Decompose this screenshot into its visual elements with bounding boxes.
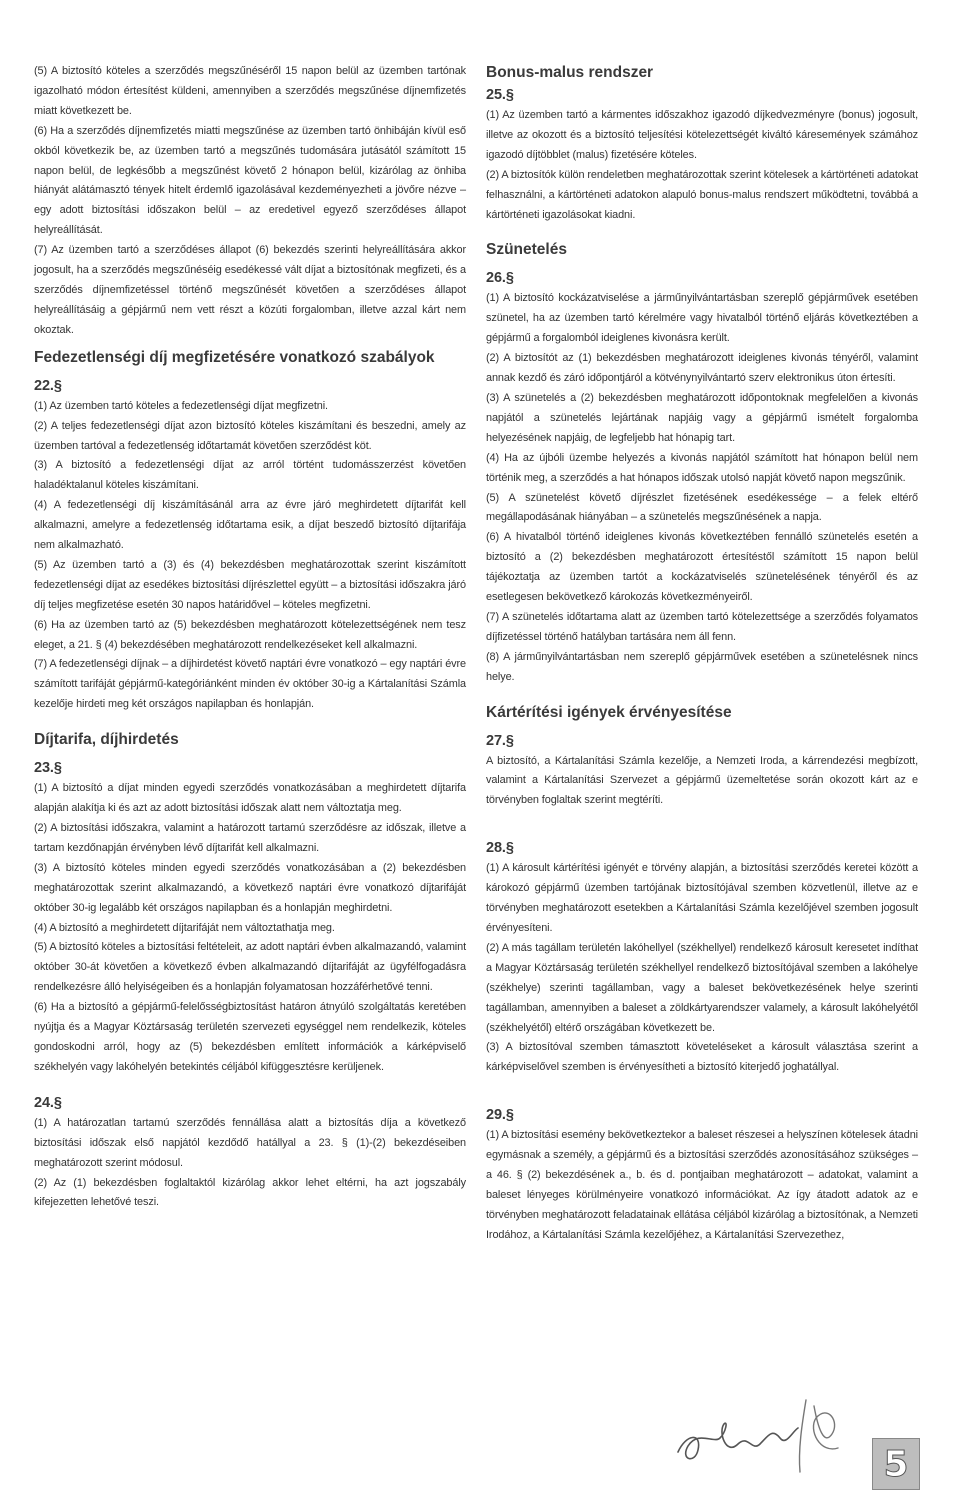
paragraph-25-2: (2) A biztosítók külön rendeletben meghatározottak szerint kötelesek a kártörténeti adatokat felhasználni, a kártörténeti adatokon alapuló bonus-malus rendszert működtetni, továbbá a kártörténeti igazolásokat kiadni. [486, 168, 918, 221]
paragraph-26-2: (2) A biztosítót az (1) bekezdésben meghatározott ideiglenes kivonás tényéről, valamint annak kezdő és záró időpontjáról a kötvénynyilvántartó szerv elektronikus úton értesíti. [486, 352, 918, 385]
paragraph-28-2: (2) A más tagállam területén lakóhellyel (székhellyel) rendelkező károsult keresetet indíthat a Magyar Köztársaság területén székhellyel rendelkező biztosítójával szemben a lakóhelye (székhelye) szerinti tagállamban, vagy a baleset bekövetkezésének helye szerinti tagállamban, amennyiben a baleset a zöldkártyarendszer valamely, a károsult lakóhelyétől (székhelyétől) eltérő országában következett be. [486, 941, 918, 1034]
paragraph-22-3: (3) A biztosító a fedezetlenségi díjat az arról történt tudomásszerzést követően haladéktalanul köteles kiszámítani. [34, 459, 466, 492]
paragraph-23-1: (1) A biztosító a díjat minden egyedi szerződés vonatkozásában a meghirdetett díjtarifa alapján alakítja ki és azt az adott biztosítási időszak alatt nem változtatja meg. [34, 782, 466, 815]
paragraph-27: A biztosító, a Kártalanítási Számla kezelője, a Nemzeti Iroda, a kárrendezési megbízott, valamint a Kártalanítási Szervezet a gépjármű üzemeltetése során okozott kárt az e törvényben foglaltak szerint megtéríti. [486, 754, 918, 807]
paragraph-26-3: (3) A szünetelés a (2) bekezdésben meghatározott időpontoknak megfelelően a kivonás napjától a szünetelés lejártának napjáig vagy a gépjármű ismételt forgalomba helyezésének napjáig, de legfeljebb hat hónapig tart. [486, 391, 918, 444]
paragraph-26-8: (8) A járműnyilvántartásban nem szereplő gépjárművek esetében a szünetelésnek nincs helye. [486, 650, 918, 683]
section-24-title: 24.§ [34, 1094, 62, 1111]
page-number: 5 [883, 1443, 909, 1485]
paragraph-21-5: (5) A biztosító köteles a szerződés megszűnéséről 15 napon belül az üzemben tartónak igazolható módon értesítést küldeni, amennyiben a szerződés megszűnése díjnemfizetés miatt következett be. [34, 65, 466, 117]
section-29-title: 29.§ [486, 1107, 514, 1124]
paragraph-23-3: (3) A biztosító köteles minden egyedi szerződés vonatkozásában a (2) bekezdésben meghatározottak szerint alkalmazandó, a következő naptári évre vonatkozó díjtarifáját október 30-ig legalább két országos napilapban és a honlapján meghirdetni. [34, 861, 466, 914]
paragraph-22-6: (6) Ha az üzemben tartó az (5) bekezdésben meghatározott kötelezettségének nem tesz eleget, a 21. § (4) bekezdésében meghatározott rendelkezéseket kell alkalmazni. [34, 618, 466, 651]
heading-fedezetlensegi-dij: Fedezetlenségi díj megfizetésére vonatkozó szabályok [34, 348, 435, 366]
paragraph-26-7: (7) A szünetelés időtartama alatt az üzemben tartó kötelezettsége a szerződés folyamatos díjfizetéssel történő hatályban tartására nem áll fenn. [486, 610, 918, 643]
paragraph-21-7: (7) Az üzemben tartó a szerződéses állapot (6) bekezdés szerinti helyreállítására akkor jogosult, ha a szerződés megszűnéséig esedékessé vált díjat a biztosítónak megfizeti, és a szerződés díjnemfizetéssel történő megszűnését követően a szerződéses állapot helyreállításáig a gépjármű nem vett részt a közúti forgalomban, illetve azzal kárt nem okoztak. [34, 244, 466, 336]
paragraph-22-7: (7) A fedezetlenségi díjnak – a díjhirdetést követő naptári évre vonatkozó – egy naptári évre számított tarifáját gépjármű-kategóriánként minden év október 30-ig a Kártalanítási Számla kezelője hirdeti meg két országos napilapban és honlapján. [34, 658, 466, 711]
paragraph-26-1: (1) A biztosító kockázatviselése a járműnyilvántartásban szereplő gépjárművek esetében szünetel, ha az üzemben tartó kérelmére vagy hivatalból történő eljárás következtében a gépjármű a forgalomból ideiglenes kivonásra került. [486, 292, 918, 345]
paragraph-24-2: (2) Az (1) bekezdésben foglaltaktól kizárólag akkor lehet eltérni, ha azt jogszabály kifejezetten lehetővé teszi. [34, 1176, 466, 1209]
paragraph-21-6: (6) Ha a szerződés díjnemfizetés miatti megszűnése az üzemben tartó önhibáján kívül eső okból következik be, az üzemben tartó a megszűnés tudomására jutásától számított 15 napon belül, de legkésőbb a megszűnést követő 2 hónapon belül, kizárólag az önhiba hiányát alátámasztó tények hitelt érdemlő igazolásával kezdeményezheti a jövőre nézve – egy adott biztosítási időszakon belül – az eredetivel egyező szerződéses állapot helyreállítását. [34, 124, 466, 237]
heading-bonus-malus: Bonus-malus rendszer [486, 64, 654, 81]
right-column [486, 62, 918, 1246]
paragraph-28-3: (3) A biztosítóval szemben támasztott követeléseket a károsult választása szerint a kárképviselővel szemben is érvényesítheti a biztosító kiterjedő joghatállyal. [486, 1041, 918, 1074]
section-26-title: 26.§ [486, 270, 514, 287]
paragraph-22-5: (5) Az üzemben tartó a (3) és (4) bekezdésben meghatározottak szerint kiszámított fedezetlenségi díjat az esedékes biztosítási díjrészlettel együtt – a biztosítási időszakra járó díj teljes megfizetése esetén 30 napos határidővel – köteles megfizetni. [34, 558, 466, 611]
handwritten-signature [668, 1394, 854, 1478]
paragraph-28-1: (1) A károsult kártérítési igényét e törvény alapján, a biztosítási szerződés keretei között a károkozó gépjármű üzemben tartójának biztosítójával szemben közvetlenül, illetve az e törvényben meghatározott esetekben a Kártalanítási Számla kezelőjével szemben jogosult érvényesíteni. [486, 862, 918, 934]
paragraph-22-4: (4) A fedezetlenségi díj kiszámításánál arra az évre járó meghirdetett díjtarifát kell alkalmazni, amelyre a fedezetlenség időtartama esik, a díjat beszedő biztosító díjtarifája nem alkalmazható. [34, 499, 466, 552]
left-column [34, 62, 466, 1213]
paragraph-25-1: (1) Az üzemben tartó a kármentes időszakhoz igazodó díjkedvezményre (bonus) jogosult, illetve az okozott és a biztosító teljesítési kötelezettségét kiváltó káresemények számához igazodó díjtöbblet (malus) fizetésére köteles. [486, 109, 918, 161]
page-number-box [872, 1438, 920, 1490]
section-22-title: 22.§ [34, 377, 62, 394]
paragraph-23-5: (5) A biztosító köteles a biztosítási feltételeit, az adott naptári évben alkalmazandó, valamint október 30-át követően a következő évben alkalmazandó díjtarifáját az ügyfélfogadásra rendelkezésre álló helyiségeiben és a honlapján folyamatosan hozzáférhetővé tenni. [34, 941, 466, 994]
heading-karteritesi-igenyek: Kártérítési igények érvényesítése [486, 703, 732, 721]
section-27-title: 27.§ [486, 732, 514, 749]
section-25-title: 25.§ [486, 87, 514, 103]
paragraph-23-6: (6) Ha a biztosító a gépjármű-felelősségbiztosítást határon átnyúló szolgáltatás keretében nyújtja és a Magyar Köztársaság területén szervezeti egységgel nem rendelkezik, köteles gondoskodni arról, hogy az (5) bekezdésben említett információk a kárképviselő székhelyén vagy lakóhelyén betekintés céljából kifüggesztésre kerüljenek. [34, 1001, 466, 1073]
paragraph-26-6: (6) A hivatalból történő ideiglenes kivonás következtében fennálló szünetelés esetén a biztosító a (2) bekezdésben meghatározott értesítéstől számított 15 napon belül tájékoztatja az üzemben tartót a kockázatviselés szünetelésének tényéről és az esetlegesen bekövetkező károkozás következményeiről. [486, 531, 918, 604]
paragraph-24-1: (1) A határozatlan tartamú szerződés fennállása alatt a biztosítás díja a következő biztosítási időszak első napjától kezdődő hatállyal a 23. § (1)-(2) bekezdéseiben meghatározott szerint módosul. [34, 1116, 466, 1169]
paragraph-22-2: (2) A teljes fedezetlenségi díjat azon biztosító köteles kiszámítani és beszedni, amely az üzemben tartóval a fedezetlenség időtartamát követően szerződést köt. [34, 419, 466, 452]
section-23-title: 23.§ [34, 760, 62, 777]
section-28-title: 28.§ [486, 840, 514, 857]
paragraph-22-1: (1) Az üzemben tartó köteles a fedezetlenségi díjat megfizetni. [34, 399, 328, 412]
heading-dijtarifa: Díjtarifa, díjhirdetés [34, 731, 179, 749]
heading-szuneteles: Szünetelés [486, 241, 567, 259]
paragraph-26-5: (5) A szünetelést követő díjrészlet fizetésének esedékessége – a felek eltérő megállapodásának hiányában – a szünetelés megszűnésének a napja. [486, 491, 918, 524]
paragraph-23-2: (2) A biztosítási időszakra, valamint a határozott tartamú szerződésre az időszak, illetve a tartam kezdőnapján érvényben lévő díjtarifát kell alkalmazni. [34, 822, 466, 854]
paragraph-29-1: (1) A biztosítási esemény bekövetkeztekor a baleset részesei a helyszínen kötelesek átadni egymásnak a személy, a gépjármű és a biztosítási szerződés azonosításához szükséges – a 46. § (2) bekezdésének a., b. és d. pontjaiban meghatározott – adatokat, valamint a baleset lényeges körülményeire vonatkozó információkat. Az így átadott adatok az e törvényben meghatározott feladatainak ellátása céljából kizárólag a biztosítónak, a Nemzeti Irodához, a Kártalanítási Számla kezelőjéhez, a Kártalanítási Szervezethez, [486, 1129, 918, 1241]
paragraph-23-4: (4) A biztosító a meghirdetett díjtarifáját nem változtathatja meg. [34, 921, 335, 934]
paragraph-26-4: (4) Ha az újbóli üzembe helyezés a kivonás napjától számított hat hónapon belül nem történik meg, a szerződés a hat hónapos időszak utolsó napját követő napon megszűnik. [486, 451, 918, 484]
